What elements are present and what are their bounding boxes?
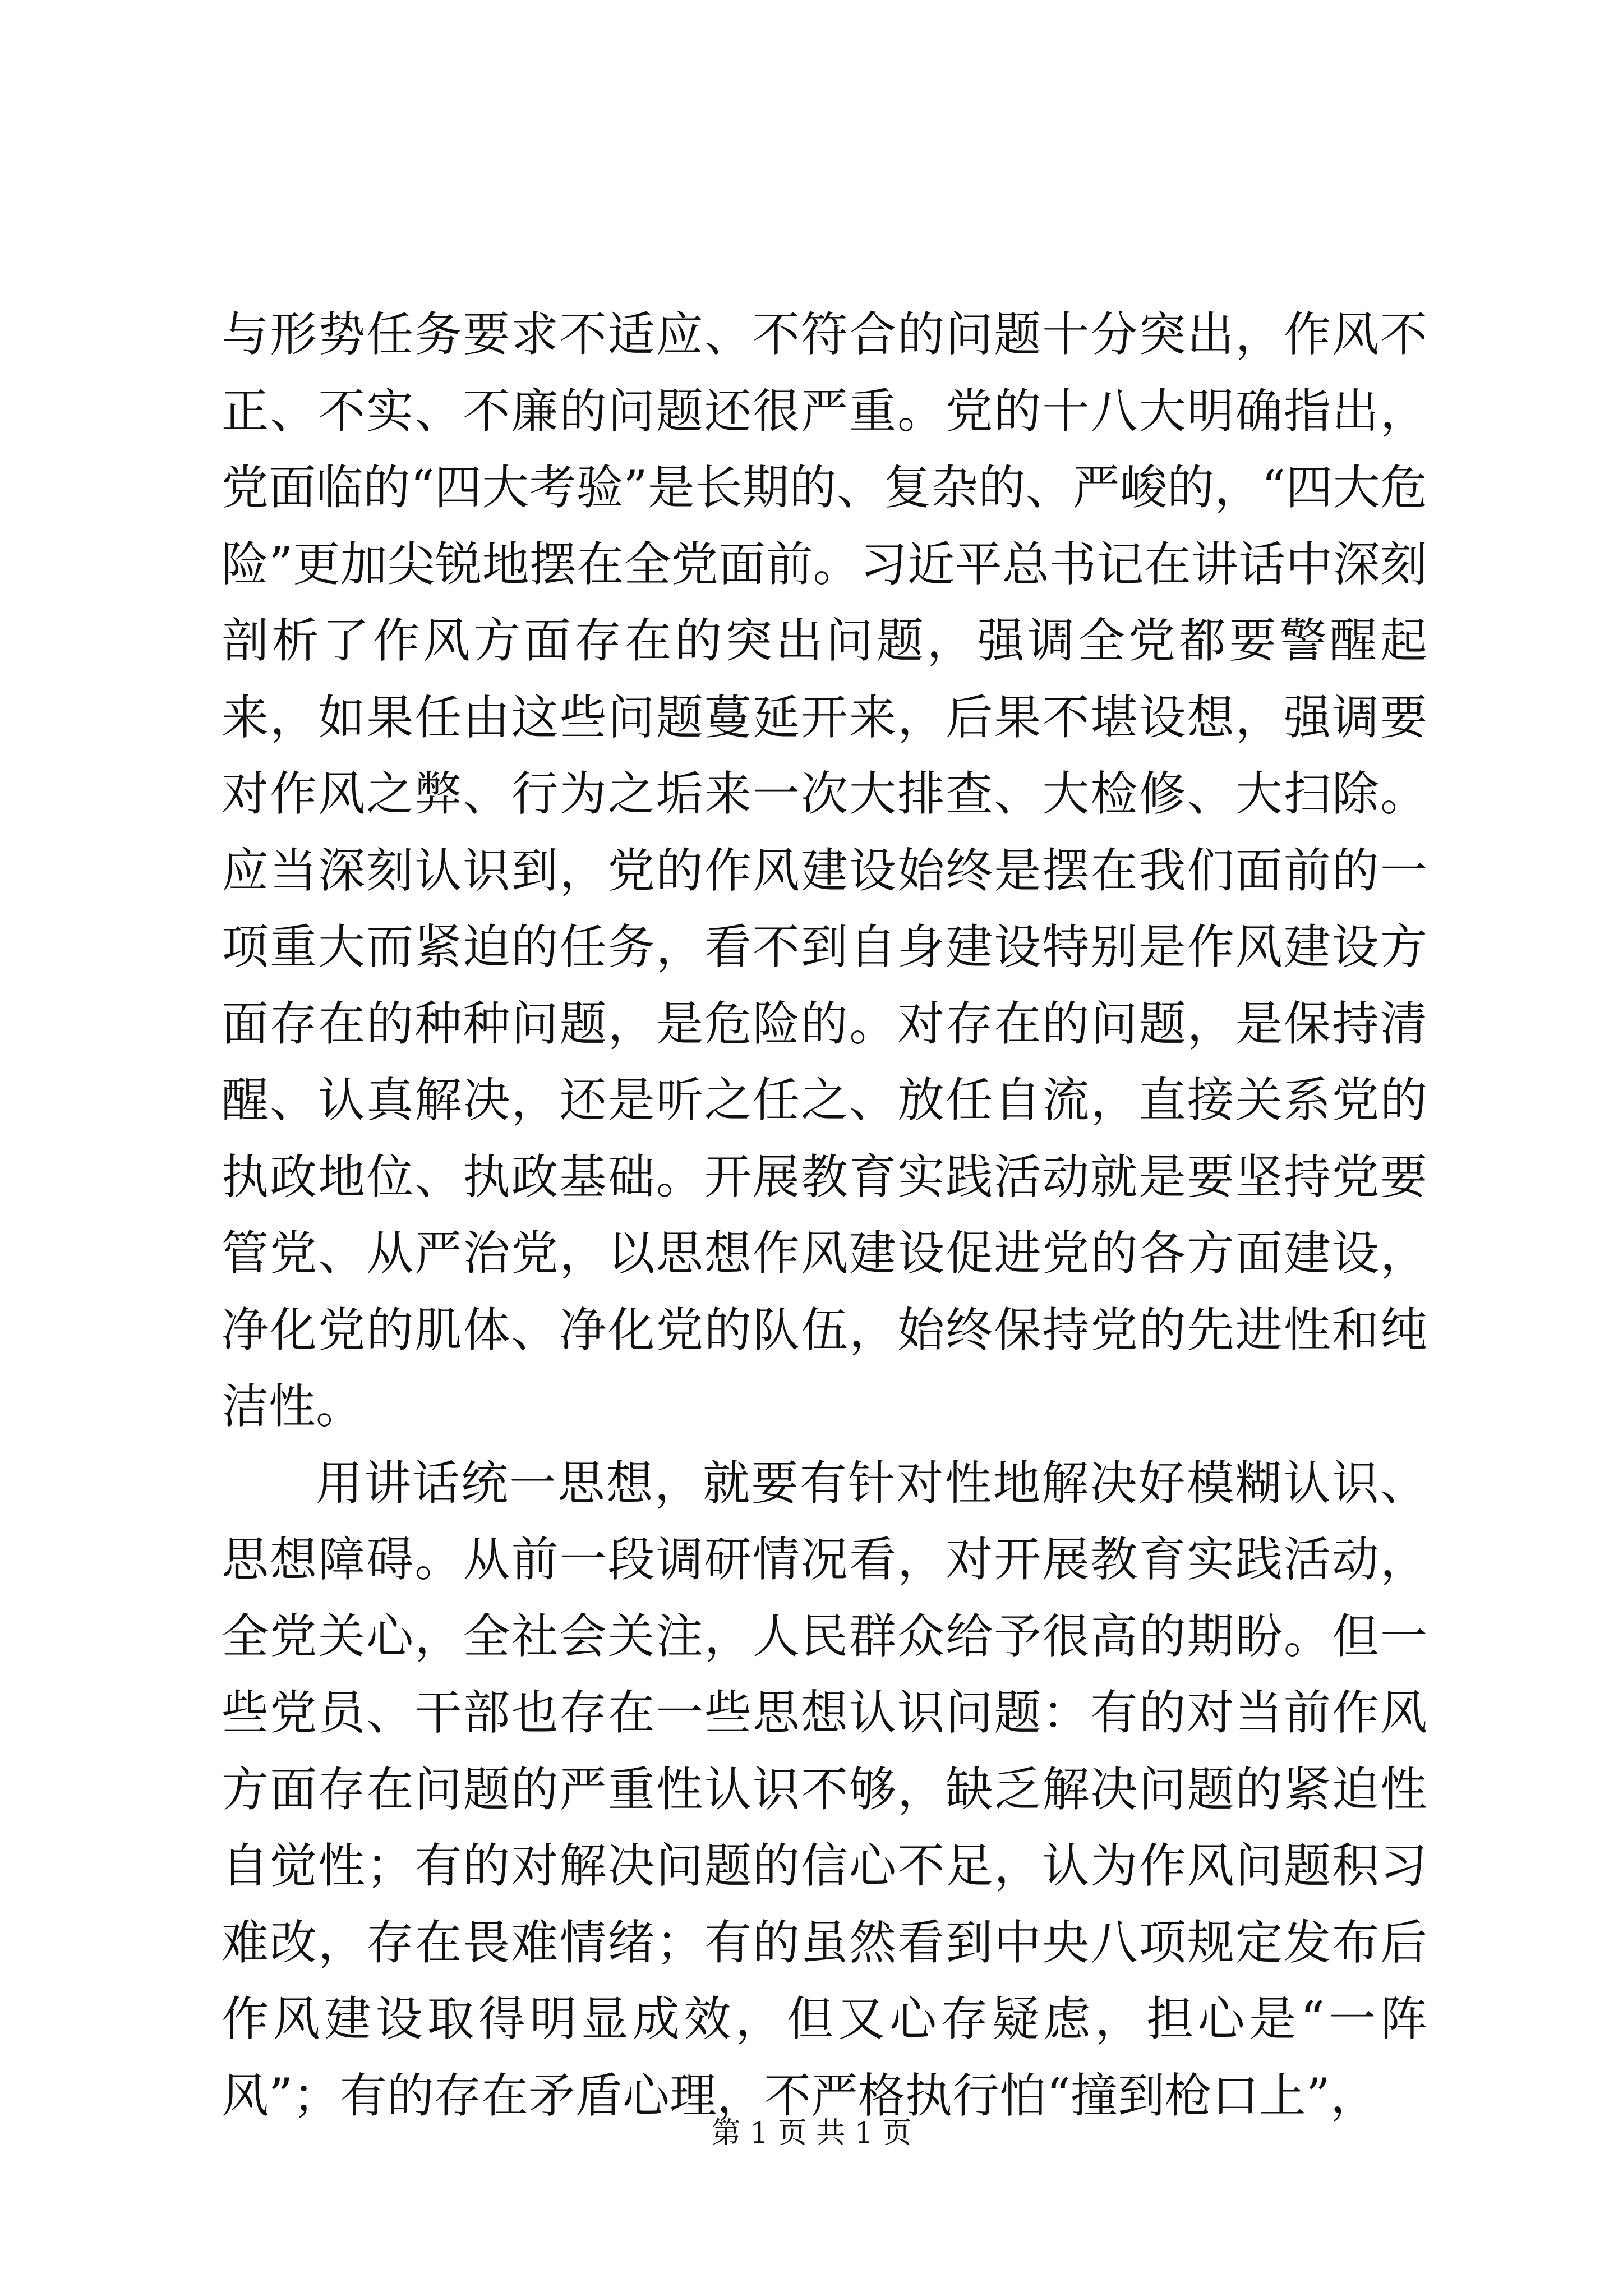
paragraph-2: 用讲话统一思想，就要有针对性地解决好模糊认识、思想障碍。从前一段调研情况看，对开展教育实践活动，全党关心，全社会关注，人民群众给予很高的期盼。但一些党员、干部也存在一些思想认识问题：有的对当前作风方面存在问题的严重性认识不够，缺乏解决问题的紧迫性自觉性；有的对解决问题的信心不足，认为作风问题积习难改，存在畏难情绪；有的虽然看到中央八项规定发布后作风建设取得明显成效，但又心存疑虑，担心是“一阵风”；有的存在矛盾心理，不严格执行怕“撞到枪口上”， [222, 1455, 1427, 2123]
paragraph-1: 与形势任务要求不适应、不符合的问题十分突出，作风不正、不实、不廉的问题还很严重。党的十八大明确指出，党面临的“四大考验”是长期的、复杂的、严峻的，“四大危险”更加尖锐地摆在全党面前。习近平总书记在讲话中深刻剖析了作风方面存在的突出问题，强调全党都要警醒起来，如果任由这些问题蔓延开来，后果不堪设想，强调要对作风之弊、行为之垢来一次大排查、大检修、大扫除。应当深刻认识到，党的作风建设始终是摆在我们面前的一项重大而紧迫的任务，看不到自身建设特别是作风建设方面存在的种种问题，是危险的。对存在的问题，是保持清醒、认真解决，还是听之任之、放任自流，直接关系党的执政地位、执政基础。开展教育实践活动就是要坚持党要管党、从严治党，以思想作风建设促进党的各方面建设，净化党的肌体、净化党的队伍，始终保持党的先进性和纯洁性。 [222, 307, 1427, 1434]
body-text [222, 296, 1427, 2134]
page-footer: 第 1 页 共 1 页 [711, 2116, 912, 2150]
